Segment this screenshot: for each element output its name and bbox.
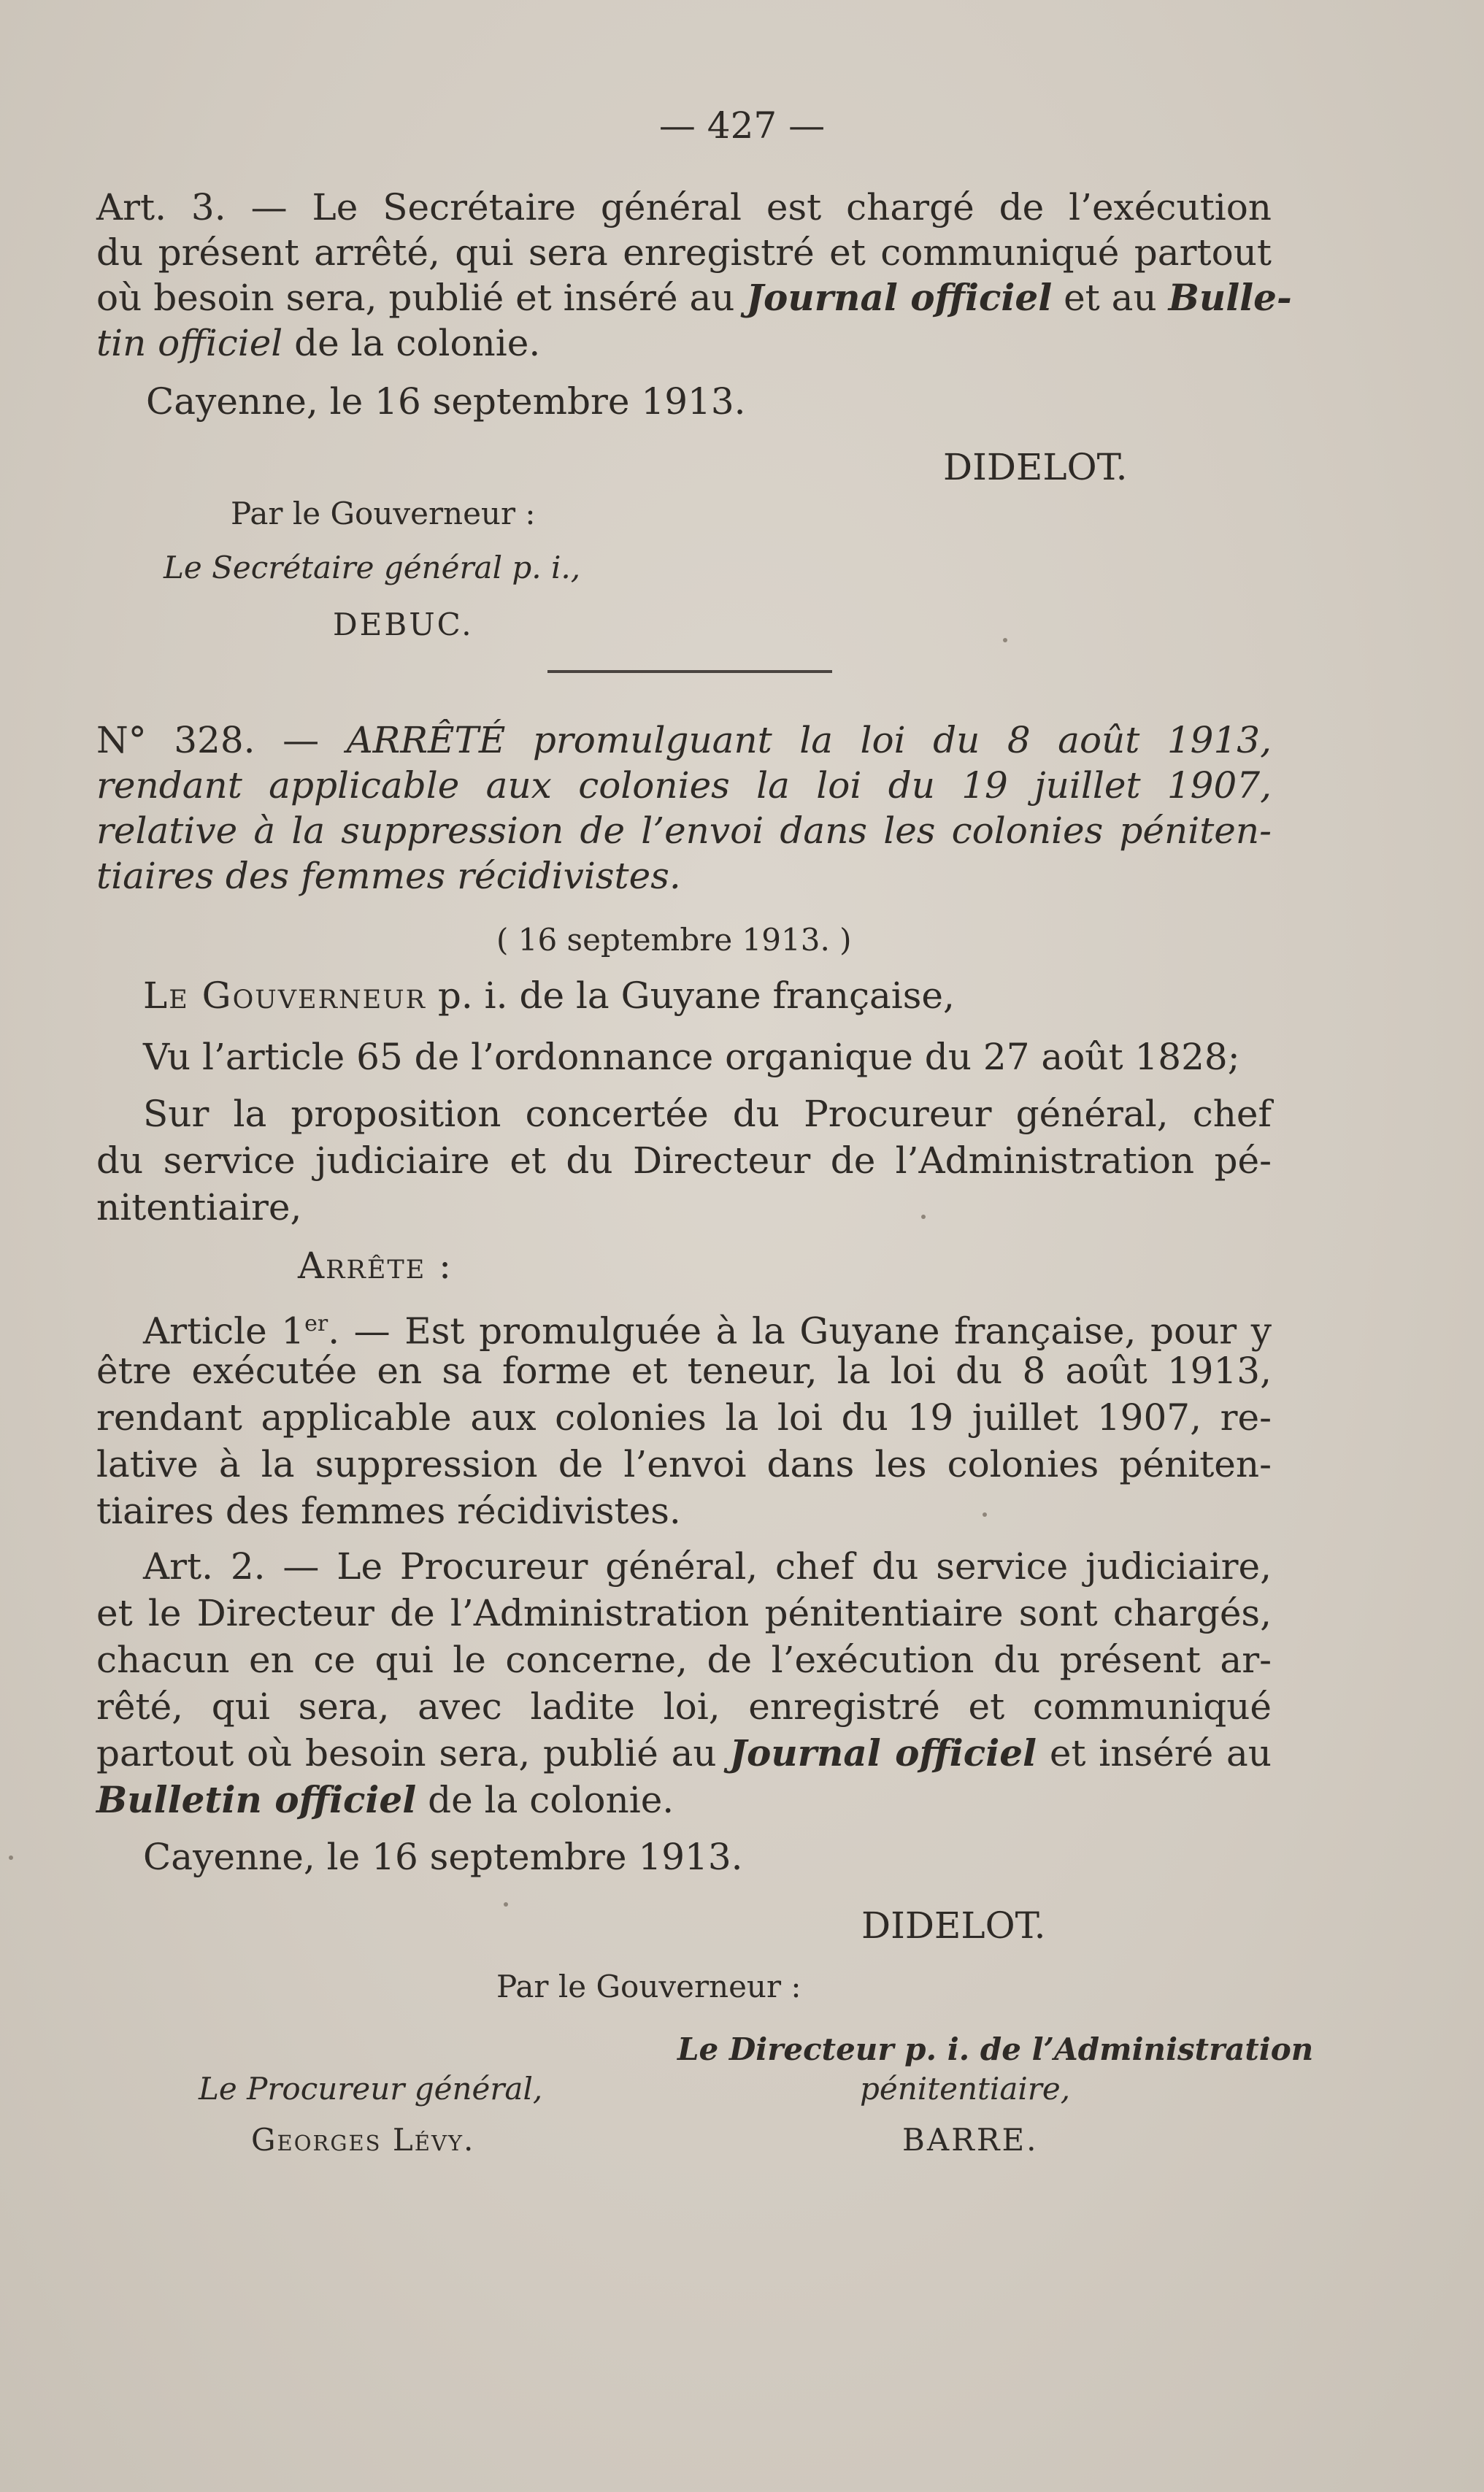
article-2-line-4: rêté, qui sera, avec ladite loi, enregistré et communiqué: [96, 1685, 1272, 1728]
arrete-title-line-2: rendant applicable aux colonies la loi du 19 juillet 1907,: [96, 764, 1272, 807]
paper-speck: [9, 1855, 13, 1860]
directeur-title-line-2: pénitentiaire,: [860, 2071, 1071, 2107]
arrete-number: N° 328.: [96, 719, 255, 761]
journal-officiel-ref: Journal officiel: [729, 1731, 1037, 1774]
procureur-name: Georges Lévy.: [251, 2122, 475, 2158]
line-text: partout où besoin sera, publié au: [96, 1732, 730, 1774]
article-1-line-5: tiaires des femmes récidivistes.: [96, 1490, 681, 1532]
vu-article: Vu l’article 65 de l’ordonnance organique du 27 août 1828;: [143, 1036, 1240, 1078]
sur-proposition-line-3: nitentiaire,: [96, 1186, 302, 1228]
article-3-line-2: du présent arrêté, qui sera enregistré et communiqué partout: [96, 231, 1272, 274]
bulletin-ref: tin officiel: [96, 322, 283, 364]
secretaire-name: DEBUC.: [333, 607, 474, 642]
article-2-line-6: [96, 1777, 674, 1823]
paper-speck: [921, 1215, 926, 1219]
procureur-title: Le Procureur général,: [199, 2071, 543, 2107]
place-date: Cayenne, le 16 septembre 1913.: [146, 380, 746, 423]
section-separator: [547, 670, 832, 673]
arrete-heading: Arrête :: [298, 1245, 453, 1287]
paper-speck: [504, 1902, 508, 1907]
secretaire-title: Le Secrétaire général p. i.,: [164, 550, 581, 585]
page-number: — 427 —: [658, 104, 826, 147]
article-1-line-2: être exécutée en sa forme et teneur, la loi du 8 août 1913,: [96, 1350, 1272, 1392]
line-text: de la colonie.: [416, 1779, 674, 1821]
article-2-line-3: chacun en ce qui le concerne, de l’exécution du présent ar-: [96, 1639, 1272, 1681]
par-le-gouverneur: Par le Gouverneur :: [231, 496, 536, 531]
article-3-line-3: [96, 274, 1292, 321]
directeur-name: BARRE.: [902, 2122, 1039, 2158]
arrete-title-line-4: tiaires des femmes récidivistes.: [96, 855, 681, 897]
article-3-line-1: Art. 3. — Le Secrétaire général est chargé de l’exécution: [96, 186, 1272, 228]
article-1-line-1: [143, 1301, 1272, 1355]
line-text: et au: [1052, 277, 1169, 319]
line-text: —: [255, 719, 347, 761]
article-3-line-4: [96, 320, 540, 366]
line-text: de la colonie.: [282, 322, 541, 364]
article-2-line-2: et le Directeur de l’Administration pénitentiaire sont chargés,: [96, 1592, 1272, 1634]
signature-governor: DIDELOT.: [943, 446, 1128, 488]
par-le-gouverneur-2: Par le Gouverneur :: [496, 1969, 801, 2004]
sur-proposition-line-2: du service judiciaire et du Directeur de l’Administration pé-: [96, 1139, 1272, 1182]
journal-officiel-ref: Journal officiel: [746, 276, 1053, 319]
arrete-title-line-3: relative à la suppression de l’envoi dans les colonies péniten-: [96, 809, 1272, 852]
directeur-title-line-1: Le Directeur p. i. de l’Administration: [677, 2031, 1314, 2067]
line-text: Article 1: [143, 1310, 305, 1353]
article-1-line-4: lative à la suppression de l’envoi dans les colonies péniten-: [96, 1443, 1272, 1485]
gouverneur-title: Le Gouverneur: [143, 974, 426, 1017]
paper-speck: [1003, 638, 1007, 642]
arrete-date: ( 16 septembre 1913. ): [496, 922, 852, 958]
sur-proposition-line-1: Sur la proposition concertée du Procureur général, chef: [143, 1093, 1272, 1135]
arrete-title-text: ARRÊTÉ promulguant la loi du 8 août 1913,: [346, 719, 1272, 761]
signature-governor-2: DIDELOT.: [861, 1904, 1046, 1947]
arrete-title-line-1: [96, 717, 1272, 764]
line-text: et inséré au: [1037, 1732, 1272, 1774]
bulletin-ref: Bulle-: [1168, 276, 1292, 319]
article-2-line-1: Art. 2. — Le Procureur général, chef du service judiciaire,: [143, 1545, 1272, 1588]
superscript: er: [304, 1311, 328, 1337]
article-2-line-5: [96, 1730, 1272, 1777]
place-date-2: Cayenne, le 16 septembre 1913.: [143, 1836, 743, 1878]
line-text: p. i. de la Guyane française,: [426, 974, 955, 1017]
line-text: où besoin sera, publié et inséré au: [96, 277, 747, 319]
article-1-line-3: rendant applicable aux colonies la loi du 19 juillet 1907, re-: [96, 1396, 1272, 1439]
gouverneur-intro: [143, 972, 955, 1019]
line-text: . — Est promulguée à la Guyane française, pour y: [328, 1310, 1272, 1353]
bulletin-ref: Bulletin officiel: [96, 1778, 417, 1821]
paper-speck: [983, 1512, 987, 1517]
